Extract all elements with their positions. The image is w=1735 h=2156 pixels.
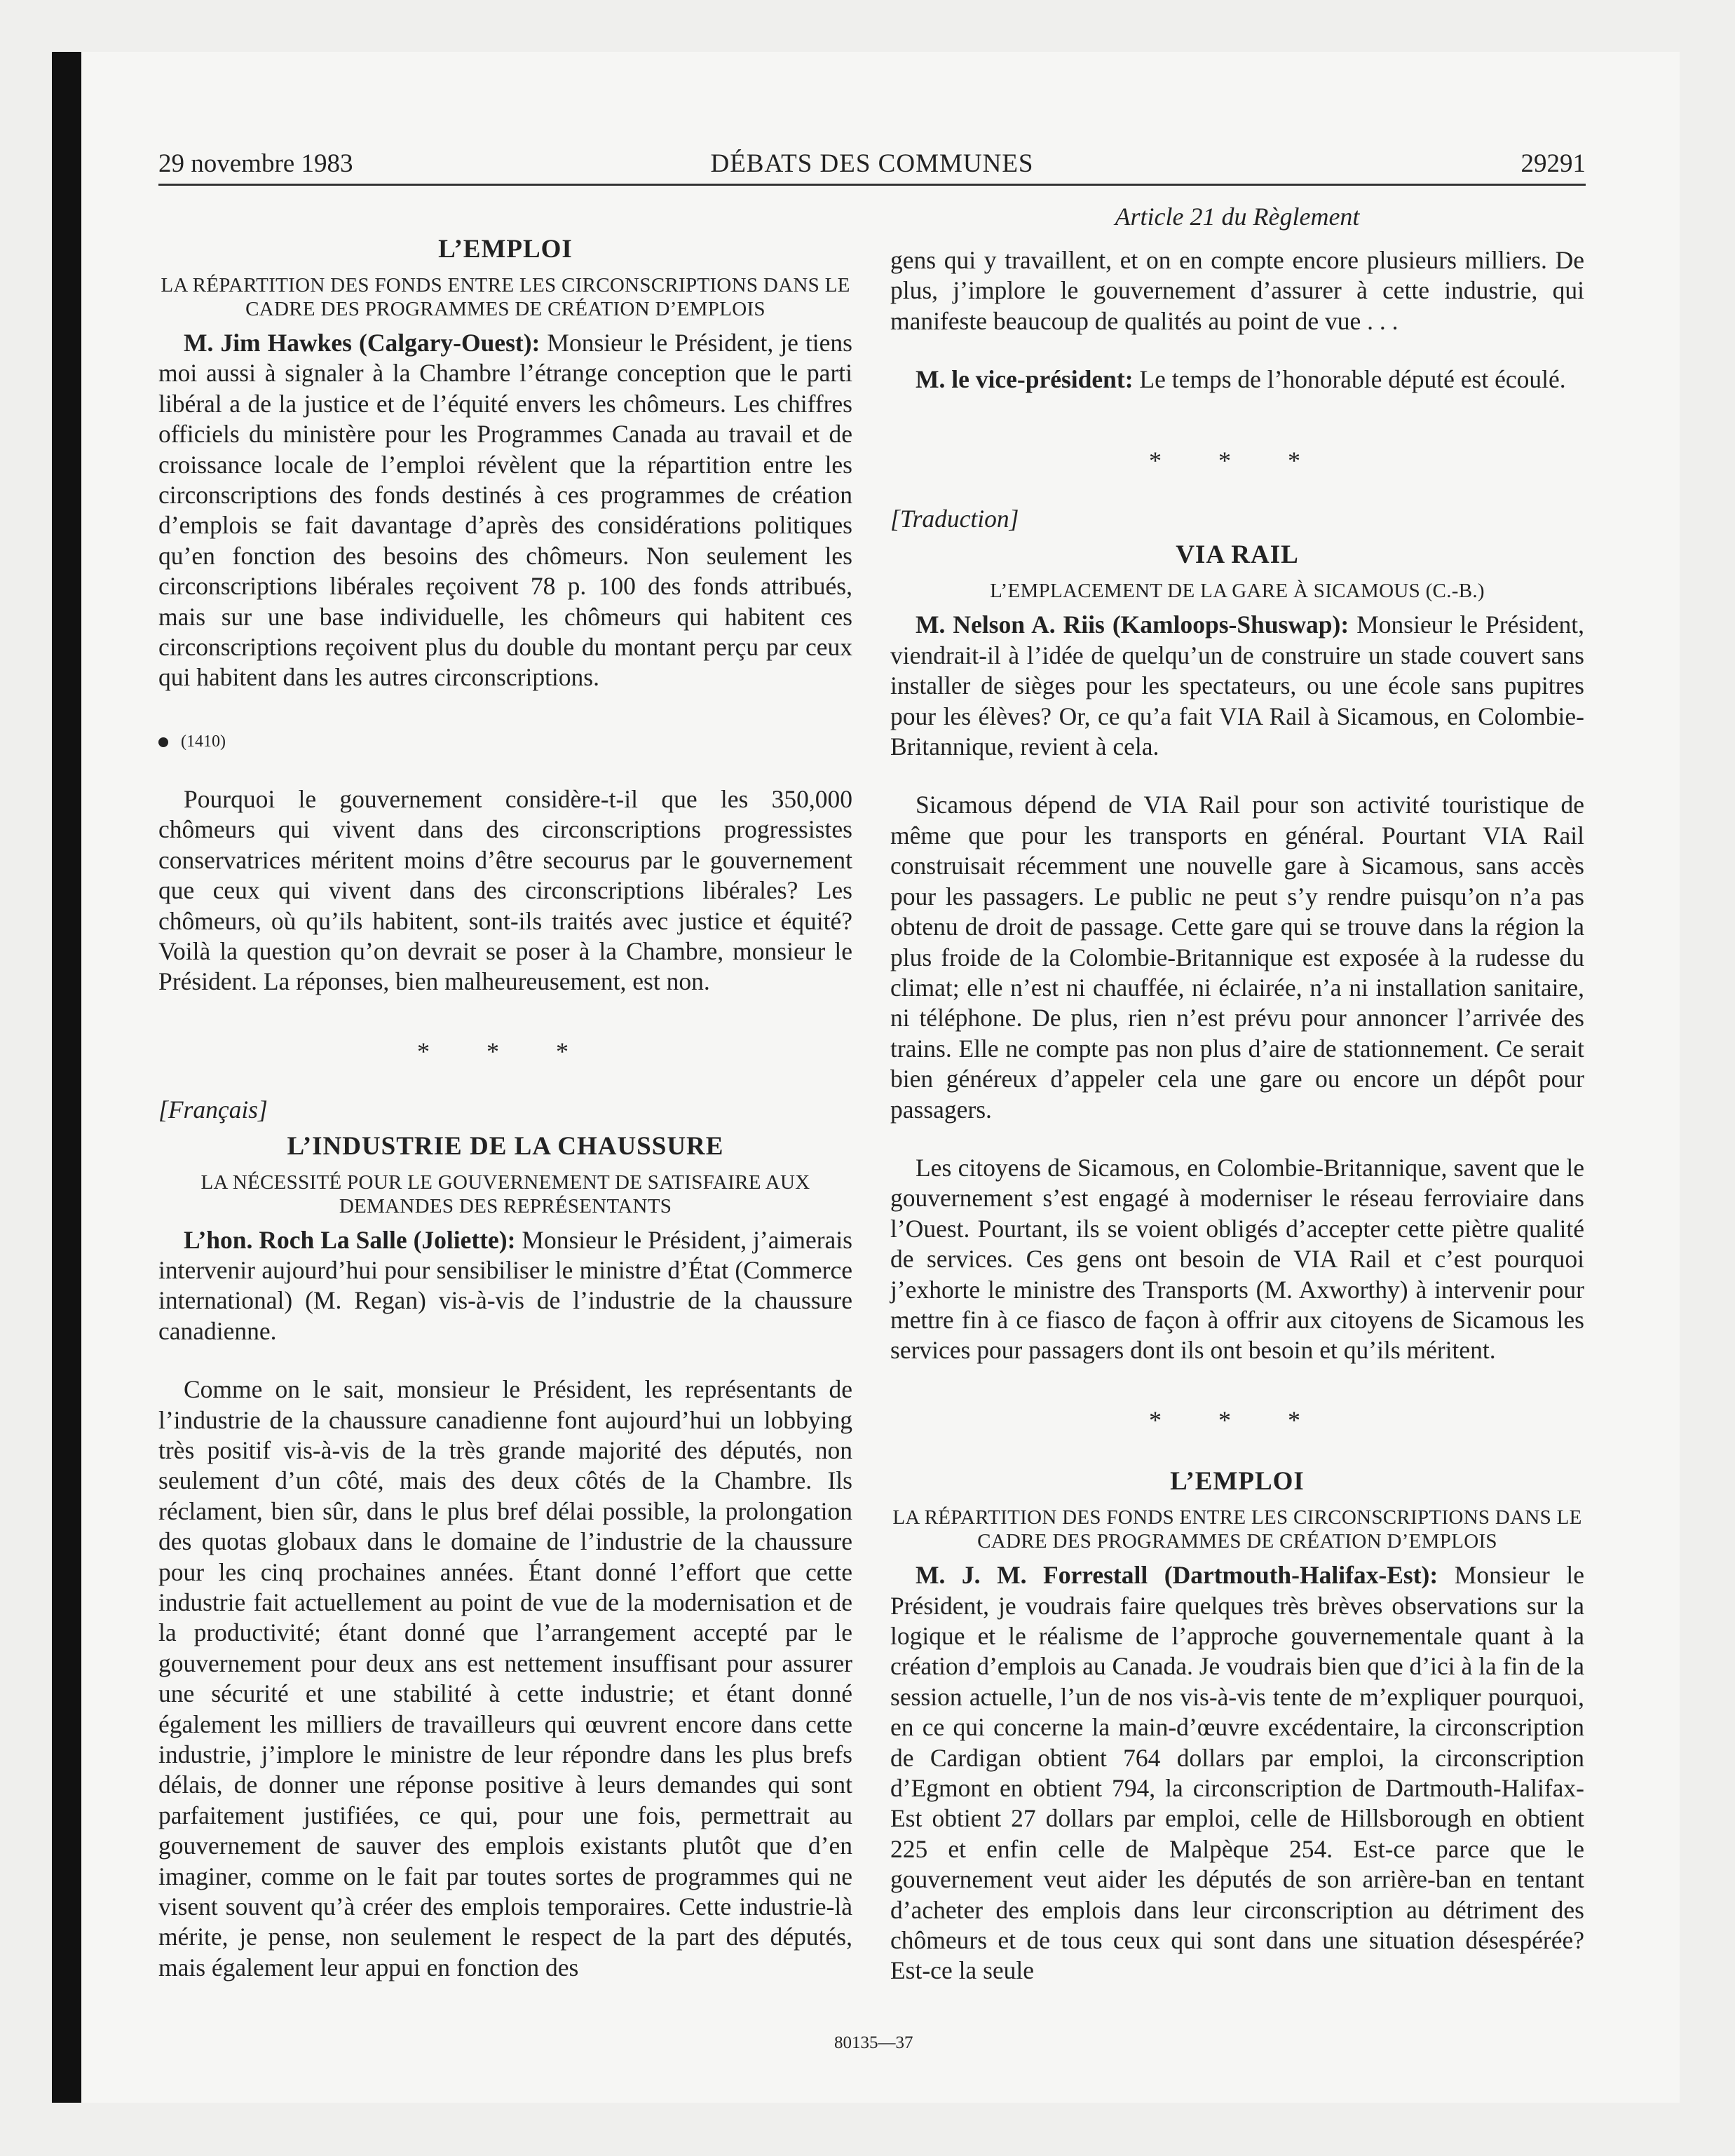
speaker-forrestall: M. J. M. Forrestall (Dartmouth-Halifax-Est): xyxy=(916,1561,1438,1590)
page-header xyxy=(158,143,1586,185)
header-rule xyxy=(158,184,1586,186)
section-subtitle-emploi-2: LA RÉPARTITION DES FONDS ENTRE LES CIRCONSCRIPTIONS DANS LE CADRE DES PROGRAMMES DE CRÉATION D’EMPLOIS xyxy=(892,1506,1582,1553)
section-subtitle-via-rail: L’EMPLACEMENT DE LA GARE À SICAMOUS (C.-B.) xyxy=(990,580,1485,603)
time-marker: (1410) xyxy=(158,730,852,753)
paragraph-riis: M. Nelson A. Riis (Kamloops-Shuswap): Monsieur le Président, viendrait-il à l’idée de quelqu’un de construire un stade couvert sans installer de sièges pour les spectateurs, ou une école sans pupitres pour les élèves? Or, ce qu’a fait VIA Rail à Sicamous, en Colombie-Britannique, revient à cela. xyxy=(890,610,1585,761)
paragraph-continued: gens qui y travaillent, et on en compte encore plusieurs milliers. De plus, j’implore le gouvernement d’assurer à cette industrie, qui manifeste beaucoup de qualités au point de vue . . . xyxy=(890,246,1584,335)
bullet-icon xyxy=(158,737,168,747)
running-head: Article 21 du Règlement xyxy=(1115,203,1360,231)
paragraph-riis-3: Les citoyens de Sicamous, en Colombie-Britannique, savent que le gouvernement s’est engagé à moderniser le réseau ferroviaire dans l’Ouest. Pourtant, ils se voient obligés d’accepter cette piètre qualité de services. Ces gens ont besoin de VIA Rail et c’est pourquoi j’exhorte le ministre des Transports (M. Axworthy) à intervenir pour mettre fin à ce fiasco de façon à offrir aux citoyens de Sicamous les services pour passagers dont ils ont besoin et qu’ils méritent. xyxy=(890,1153,1584,1365)
paragraph-lasalle: L’hon. Roch La Salle (Joliette): Monsieur le Président, j’aimerais intervenir aujourd’hui pour sensibiliser le ministre d’État (Commerce international) (M. Regan) vis-à-vis de l’industrie de la chaussure canadienne. xyxy=(158,1225,852,1345)
header-title: DÉBATS DES COMMUNES xyxy=(710,149,1034,178)
section-title-via-rail: VIA RAIL xyxy=(1176,540,1299,570)
header-page-number: 29291 xyxy=(1520,149,1586,178)
paragraph-riis-2: Sicamous dépend de VIA Rail pour son activité touristique de même que pour les transports en général. Pourtant VIA Rail construisait récemment une nouvelle gare à Sicamous, sans accès pour les passagers. Le public ne peut s’y rendre puisqu’on n’a pas obtenu de droit de passage. Cette gare qui se trouve dans la région la plus froide de la Colombie-Britannique est exposée à la rudesse du climat; elle n’est ni chauffée, ni éclairée, n’a ni installation sanitaire, ni téléphone. De plus, rien n’est prévu pour annoncer l’arrivée des trains. Elle ne compte pas non plus d’aire de stationnement. Ce serait bien généreux d’appeler cela une gare ou encore un dépôt pour passagers. xyxy=(890,791,1584,1124)
section-title-emploi: L’EMPLOI xyxy=(438,235,573,264)
section-title-emploi-2: L’EMPLOI xyxy=(1170,1467,1305,1496)
paragraph-lasalle-2: Comme on le sait, monsieur le Président, les représentants de l’industrie de la chaussure canadienne font aujourd’hui un lobbying très positif vis-à-vis de la très grande majorité des députés, non seulement d’un côté, mais des deux côtés de la Chambre. Ils réclament, bien sûr, dans le plus bref délai possible, la prolongation des quotas globaux dans le domaine de l’industrie de la chaussure pour les cinq prochaines années. Étant donné l’effort que cette industrie fait actuellement au point de vue de la modernisation et de la productivité; étant donné que l’arrangement accepté par le gouvernement pour deux ans est nettement insuffisant pour assurer une sécurité et une stabilité à cette industrie; et étant donné également les milliers de travailleurs qui œuvrent encore dans cette industrie, j’implore le ministre de leur répondre dans les plus brefs délais, de donner une réponse positive à leurs demandes qui sont parfaitement justifiées, ce qui, pour une fois, permettrait au gouvernement de sauver des emplois existants plutôt que d’en imaginer, comme on le fait par toutes sortes de programmes qui ne visent souvent qu’à créer des emplois temporaires. Cette industrie-là mérite, je pense, non seulement le respect de la part des députés, mais également leur appui en fonction des xyxy=(158,1375,852,1981)
speaker-hawkes: M. Jim Hawkes (Calgary-Ouest): xyxy=(184,329,540,357)
scan-edge xyxy=(52,52,81,2103)
right-column xyxy=(890,245,1584,1986)
section-title-chaussure: L’INDUSTRIE DE LA CHAUSSURE xyxy=(287,1131,724,1161)
left-column xyxy=(158,231,852,1983)
paragraph-hawkes-2: Pourquoi le gouvernement considère-t-il que les 350,000 chômeurs qui vivent dans des circonscriptions progressistes conservatrices méritent moins d’être secourus par le gouvernement que ceux qui vivent dans des circonscriptions libérales? Les chômeurs, où qu’ils habitent, sont-ils traités avec justice et équité? Voilà la question qu’on devrait se poser à la Chambre, monsieur le Président. La réponses, bien malheureusement, est non. xyxy=(158,784,852,996)
section-subtitle-chaussure: LA NÉCESSITÉ POUR LE GOUVERNEMENT DE SATISFAIRE AUX DEMANDES DES REPRÉSENTANTS xyxy=(200,1171,810,1217)
section-separator-2: * * * xyxy=(1149,1405,1326,1434)
speaker-lasalle: L’hon. Roch La Salle (Joliette): xyxy=(184,1225,516,1254)
language-note-traduction: [Traduction] xyxy=(890,505,1019,533)
section-separator: * * * xyxy=(417,1037,594,1065)
speaker-vice-president: M. le vice-président: xyxy=(916,365,1134,394)
paragraph-forrestall: M. J. M. Forrestall (Dartmouth-Halifax-Est): Monsieur le Président, je voudrais faire quelques très brèves observations sur la logique et le réalisme de l’approche gouvernementale quant à la création d’emplois au Canada. Je voudrais bien que d’ici à la fin de la session actuelle, l’un de nos vis-à-vis tente de m’expliquer pourquoi, en ce qui concerne la main-d’œuvre excédentaire, la circonscription de Cardigan obtient 764 dollars par emploi, la circonscription d’Egmont en obtient 794, la circonscription de Dartmouth-Halifax-Est obtient 27 dollars par emploi, celle de Hillsborough en obtient 225 et enfin celle de Malpèque 254. Est-ce parce que le gouvernement veut aider les députés de son arrière-ban en tentant d’acheter des emplois dans leur circonscription au détriment des chômeurs et de tous ceux qui sont dans une situation désespérée? Est-ce la seule xyxy=(890,1561,1584,1985)
section-separator-1: * * * xyxy=(1149,446,1326,475)
language-note: [Français] xyxy=(158,1096,268,1124)
paragraph-vice-president: M. le vice-président: Le temps de l’honorable député est écoulé. xyxy=(916,365,1566,394)
paragraph-hawkes: M. Jim Hawkes (Calgary-Ouest): Monsieur le Président, je tiens moi aussi à signaler à la Chambre l’étrange conception que le parti libéral a de la justice et de l’équité envers les chômeurs. Les chiffres officiels du ministère pour les Programmes Canada au travail et de croissance locale de l’emploi révèlent que la répartition entre les circonscriptions des fonds destinés à ces programmes de création d’emplois se fait davantage d’après des considérations politiques qu’en fonction des besoins des chômeurs. Non seulement les circonscriptions libérales reçoivent 78 p. 100 des fonds attribués, mais sur une base individuelle, les chômeurs qui habitent ces circonscriptions reçoivent plus du double du montant perçu par ceux qui habitent dans les autres circonscriptions. xyxy=(158,329,852,692)
section-subtitle-emploi: LA RÉPARTITION DES FONDS ENTRE LES CIRCONSCRIPTIONS DANS LE CADRE DES PROGRAMMES DE CRÉATION D’EMPLOIS xyxy=(161,274,850,320)
speaker-riis: M. Nelson A. Riis (Kamloops-Shuswap): xyxy=(916,610,1349,639)
footer-code: 80135—37 xyxy=(834,2033,913,2052)
header-date: 29 novembre 1983 xyxy=(158,149,353,178)
